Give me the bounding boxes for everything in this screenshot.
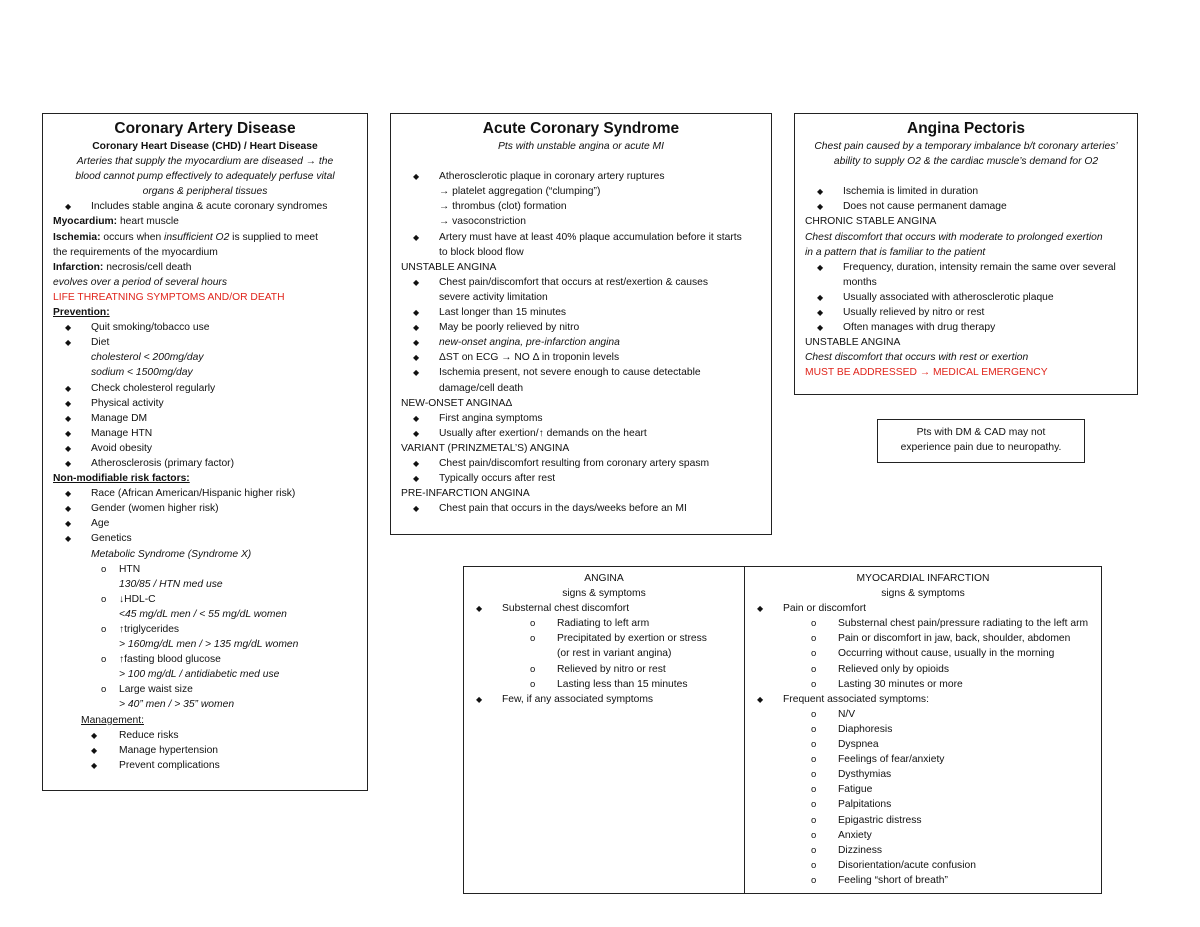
list-item-text: Avoid obesity <box>91 442 153 454</box>
list-item <box>745 752 1101 767</box>
list-item <box>53 320 367 335</box>
list-item-text: Usually associated with atherosclerotic plaque <box>843 291 1054 303</box>
list-item-text: Dizziness <box>838 844 883 856</box>
bullet-icon: o <box>101 624 107 635</box>
list-item-text: Lasting less than 15 minutes <box>557 678 688 690</box>
list-item-text: Few, if any associated symptoms <box>502 693 654 705</box>
list-item-text: > 40” men / > 35” women <box>119 699 235 711</box>
list-item-text: Physical activity <box>91 397 164 409</box>
acs-title: Acute Coronary Syndrome <box>482 120 680 137</box>
list-item-text: (or rest in variant angina) <box>557 648 672 660</box>
bullet-icon: ◆ <box>413 474 420 484</box>
list-item <box>401 335 771 350</box>
list-item-text: Check cholesterol regularly <box>91 382 216 394</box>
definition-text: the requirements of the myocardium <box>53 246 218 258</box>
list-item <box>401 230 771 245</box>
list-item-text: → vasoconstriction <box>439 216 526 228</box>
list-item-text: Metabolic Syndrome (Syndrome X) <box>91 548 252 560</box>
term: Myocardium: <box>53 216 118 228</box>
list-item <box>53 516 367 531</box>
definition-text: occurs when <box>100 231 165 243</box>
list-item <box>464 677 744 692</box>
bullet-icon: ◆ <box>757 604 764 614</box>
bullet-icon: ◆ <box>65 398 72 408</box>
bullet-icon: ◆ <box>65 323 72 333</box>
list-item-text: <45 mg/dL men / < 55 mg/dL women <box>119 608 287 620</box>
bullet-icon: ◆ <box>476 604 483 614</box>
bullet-icon: ◆ <box>817 202 824 212</box>
list-item-text: Pain or discomfort <box>783 603 866 615</box>
bullet-icon: ◆ <box>65 428 72 438</box>
list-item <box>53 622 367 637</box>
section-heading: Non-modifiable risk factors: <box>53 473 190 485</box>
list-item-text: new-onset angina, pre-infarction angina <box>439 337 620 349</box>
bullet-icon: o <box>811 754 817 766</box>
bullet-icon: o <box>811 814 817 826</box>
ap-description: Chest pain caused by a temporary imbalance b/t coronary arteries’ <box>814 141 1118 152</box>
term: Infarction: <box>53 261 104 273</box>
angina-pectoris-box <box>794 113 1138 395</box>
list-item-text: Prevent complications <box>119 759 220 771</box>
list-item-text: Atherosclerosis (primary factor) <box>91 457 235 469</box>
bullet-icon: o <box>811 739 817 751</box>
list-item <box>401 456 771 471</box>
list-item-text: Reduce risks <box>119 729 179 741</box>
list-item-text: Relieved only by opioids <box>838 663 950 675</box>
bullet-icon: o <box>811 784 817 796</box>
bullet-icon: o <box>530 663 536 675</box>
section-heading: PRE-INFARCTION ANGINA <box>401 488 530 500</box>
section-heading: CHRONIC STABLE ANGINA <box>805 216 937 228</box>
definition-text: in a pattern that is familiar to the patient <box>805 246 986 258</box>
bullet-icon: o <box>811 829 817 841</box>
list-item <box>805 199 1137 214</box>
list-item-text: May be poorly relieved by nitro <box>439 322 580 334</box>
bullet-icon: o <box>101 684 107 696</box>
bullet-icon: ◆ <box>757 694 764 704</box>
bullet-icon: o <box>101 563 107 575</box>
list-item-text: HTN <box>119 563 141 575</box>
list-item <box>401 305 771 320</box>
acs-box <box>390 113 772 535</box>
list-item <box>401 350 771 365</box>
cad-description: organs & peripheral tissues <box>142 186 268 198</box>
definition <box>53 230 367 245</box>
list-item <box>745 601 1101 616</box>
note-box <box>877 419 1085 463</box>
bullet-icon: ◆ <box>413 428 420 438</box>
column-header: MYOCARDIAL INFARCTION <box>856 573 990 584</box>
list-item-text: cholesterol < 200mg/day <box>91 352 204 364</box>
list-item-text: > 160mg/dL men / > 135 mg/dL women <box>119 639 299 651</box>
list-item-text: Lasting 30 minutes or more <box>838 678 963 690</box>
list-item <box>745 722 1101 737</box>
bullet-icon: ◆ <box>413 458 420 468</box>
list-item-text: Palpitations <box>838 799 892 811</box>
bullet-icon: ◆ <box>476 694 483 704</box>
list-item <box>53 758 367 773</box>
list-item-text: N/V <box>838 708 856 720</box>
cad-title: Coronary Artery Disease <box>114 120 296 137</box>
comparison-table <box>463 566 1102 894</box>
section-heading: VARIANT (PRINZMETAL’S) ANGINA <box>401 442 570 454</box>
column-subheader: signs & symptoms <box>881 588 965 600</box>
list-item-text: Chest pain that occurs in the days/weeks before an MI <box>439 503 687 515</box>
list-item <box>53 335 367 350</box>
bullet-icon: ◆ <box>413 172 420 182</box>
list-item <box>745 858 1101 873</box>
section-heading: Management: <box>81 714 144 726</box>
list-item <box>745 813 1101 828</box>
bullet-icon: ◆ <box>65 519 72 529</box>
ap-description: ability to supply O2 & the cardiac muscle’s demand for O2 <box>833 156 1099 168</box>
list-item <box>745 873 1101 888</box>
angina-column <box>464 571 744 707</box>
list-item-text: Disorientation/acute confusion <box>838 859 976 871</box>
bullet-icon: ◆ <box>413 308 420 318</box>
bullet-icon: o <box>530 678 536 690</box>
bullet-icon: o <box>530 633 536 645</box>
bullet-icon: o <box>101 593 107 605</box>
list-item <box>401 426 771 441</box>
warning-text: MUST BE ADDRESSED → MEDICAL EMERGENCY <box>805 367 1048 379</box>
bullet-icon: o <box>811 678 817 690</box>
spacer <box>401 154 771 169</box>
list-item-text: ΔST on ECG → NO Δ in troponin levels <box>439 352 620 364</box>
list-item <box>805 320 1137 335</box>
list-item-text: Precipitated by exertion or stress <box>557 633 707 645</box>
definition-text: insufficient O2 <box>164 231 230 243</box>
list-item <box>53 411 367 426</box>
column-subheader: signs & symptoms <box>562 588 646 600</box>
definition-text: heart muscle <box>117 216 179 228</box>
bullet-icon: o <box>101 654 107 666</box>
list-item <box>401 411 771 426</box>
list-item <box>53 743 367 758</box>
bullet-icon: ◆ <box>817 262 824 272</box>
list-item <box>53 486 367 501</box>
list-item-text: ↑fasting blood glucose <box>119 654 221 666</box>
list-item <box>464 662 744 677</box>
list-item <box>53 531 367 546</box>
bullet-icon: o <box>811 859 817 871</box>
list-item-text: Last longer than 15 minutes <box>439 307 567 319</box>
list-item <box>745 662 1101 677</box>
list-item <box>53 652 367 667</box>
list-item-text: Manage hypertension <box>119 744 219 756</box>
bullet-icon: ◆ <box>65 534 72 544</box>
bullet-icon: ◆ <box>65 338 72 348</box>
bullet-icon: ◆ <box>413 338 420 348</box>
list-item <box>745 677 1101 692</box>
list-item-text: ↑triglycerides <box>119 624 180 635</box>
definition <box>53 214 367 229</box>
list-item <box>53 426 367 441</box>
list-item <box>53 396 367 411</box>
section-heading: Prevention: <box>53 307 110 319</box>
list-item-text: months <box>843 276 877 288</box>
bullet-icon: o <box>811 633 817 645</box>
list-item <box>745 692 1101 707</box>
definition-text: necrosis/cell death <box>103 261 192 273</box>
list-item-text: Usually relieved by nitro or rest <box>843 307 985 319</box>
list-item <box>464 631 744 646</box>
list-item-text: Typically occurs after rest <box>439 473 556 485</box>
list-item-text: → platelet aggregation (“clumping”) <box>439 186 601 198</box>
definition-text: evolves over a period of several hours <box>53 276 227 288</box>
bullet-icon: ◆ <box>413 368 420 378</box>
list-item-text: Fatigue <box>838 784 873 796</box>
list-item-text: Frequency, duration, intensity remain the same over several <box>843 261 1116 273</box>
list-item <box>745 797 1101 812</box>
list-item-text: Diaphoresis <box>838 723 893 735</box>
section-heading: UNSTABLE ANGINA <box>401 261 497 273</box>
list-item-text: Race (African American/Hispanic higher risk) <box>91 488 296 500</box>
list-item <box>805 290 1137 305</box>
list-item <box>401 169 771 184</box>
list-item <box>464 616 744 631</box>
bullet-icon: ◆ <box>65 458 72 468</box>
list-item-text: Genetics <box>91 533 132 545</box>
bullet-icon: ◆ <box>413 277 420 287</box>
bullet-icon: ◆ <box>91 760 98 770</box>
column-header: ANGINA <box>584 573 624 584</box>
list-item <box>745 616 1101 631</box>
list-item <box>53 562 367 577</box>
list-item-text: Substernal chest pain/pressure radiating to the left arm <box>838 618 1089 630</box>
list-item-text: Quit smoking/tobacco use <box>91 322 210 334</box>
list-item-text: Chest pain/discomfort that occurs at rest/exertion & causes <box>439 276 708 288</box>
bullet-icon: ◆ <box>65 383 72 393</box>
cad-box <box>42 113 368 791</box>
bullet-icon: ◆ <box>413 353 420 363</box>
bullet-icon: o <box>811 618 817 630</box>
bullet-icon: ◆ <box>413 232 420 242</box>
acs-subtitle: Pts with unstable angina or acute MI <box>498 141 664 152</box>
list-item-text: Radiating to left arm <box>557 618 650 630</box>
list-item-text: Occurring without cause, usually in the morning <box>838 648 1055 660</box>
list-item-text: Anxiety <box>838 829 872 841</box>
list-item <box>745 707 1101 722</box>
bullet-icon: ◆ <box>817 187 824 197</box>
list-item <box>53 592 367 607</box>
list-item <box>464 601 744 616</box>
list-item <box>53 381 367 396</box>
definition-text: Chest discomfort that occurs with moderate to prolonged exertion <box>805 231 1103 243</box>
list-item <box>401 501 771 516</box>
term: Ischemia: <box>53 231 101 243</box>
list-item <box>53 501 367 516</box>
list-item-text: Ischemia present, not severe enough to cause detectable <box>439 367 701 379</box>
list-item <box>745 646 1101 661</box>
list-item-text: Chest pain/discomfort resulting from coronary artery spasm <box>439 457 710 469</box>
list-item-text: Age <box>91 518 110 530</box>
bullet-icon: ◆ <box>413 413 420 423</box>
bullet-icon: ◆ <box>65 489 72 499</box>
list-item-text: Feelings of fear/anxiety <box>838 754 945 766</box>
list-item-text: Epigastric distress <box>838 814 922 826</box>
list-item-text: Feeling “short of breath” <box>838 874 948 886</box>
list-item-text: damage/cell death <box>439 382 524 394</box>
list-item-text: Does not cause permanent damage <box>843 201 1007 213</box>
list-item-text: Dyspnea <box>838 739 879 751</box>
mi-column <box>745 571 1101 888</box>
bullet-icon: ◆ <box>817 308 824 318</box>
list-item-text: Dysthymias <box>838 769 892 781</box>
list-item-text: Atherosclerotic plaque in coronary artery ruptures <box>439 171 665 183</box>
bullet-icon: o <box>530 618 536 630</box>
list-item-text: 130/85 / HTN med use <box>119 578 223 590</box>
list-item-text: Substernal chest discomfort <box>502 603 630 615</box>
list-item-text: Pain or discomfort in jaw, back, shoulder, abdomen <box>838 633 1071 645</box>
list-item <box>745 828 1101 843</box>
spacer <box>805 169 1137 184</box>
cad-description: blood cannot pump effectively to adequately perfuse vital <box>75 171 335 183</box>
bullet-icon: ◆ <box>65 443 72 453</box>
bullet-icon: o <box>811 844 817 856</box>
section-heading: NEW-ONSET ANGINAΔ <box>401 397 513 409</box>
list-item-text: Ischemia is limited in duration <box>843 186 979 198</box>
list-item-text: Artery must have at least 40% plaque accumulation before it starts <box>439 231 742 243</box>
section-heading: UNSTABLE ANGINA <box>805 337 901 349</box>
bullet-icon: o <box>811 648 817 660</box>
note-text: Pts with DM & CAD may not <box>916 427 1046 438</box>
bullet-icon: ◆ <box>413 504 420 514</box>
bullet-icon: o <box>811 799 817 811</box>
list-item-text: Manage DM <box>91 412 148 424</box>
list-item-text: to block blood flow <box>439 246 524 258</box>
list-item-text: Includes stable angina & acute coronary syndromes <box>91 201 328 213</box>
bullet-icon: ◆ <box>817 323 824 333</box>
list-item-text: sodium < 1500mg/day <box>91 367 193 379</box>
bullet-icon: ◆ <box>65 413 72 423</box>
list-item <box>745 782 1101 797</box>
bullet-icon: o <box>811 663 817 675</box>
list-item-text: First angina symptoms <box>439 412 543 424</box>
bullet-icon: o <box>811 874 817 886</box>
list-item <box>745 631 1101 646</box>
definition-text: is supplied to meet <box>229 231 319 243</box>
definition <box>53 260 367 275</box>
list-item-text: Often manages with drug therapy <box>843 322 996 334</box>
list-item-text: Gender (women higher risk) <box>91 503 219 515</box>
list-item <box>805 305 1137 320</box>
list-item-text: Manage HTN <box>91 427 153 439</box>
list-item <box>401 365 771 380</box>
cad-description: Arteries that supply the myocardium are diseased → the <box>76 156 334 168</box>
list-item <box>401 320 771 335</box>
list-item <box>401 275 771 290</box>
bullet-icon: ◆ <box>817 292 824 302</box>
list-item <box>745 767 1101 782</box>
list-item-text: Large waist size <box>119 684 193 696</box>
list-item <box>53 728 367 743</box>
list-item <box>745 843 1101 858</box>
list-item-text: Diet <box>91 337 110 349</box>
bullet-icon: ◆ <box>65 202 72 212</box>
list-item <box>53 199 367 214</box>
list-item <box>464 692 744 707</box>
list-item-text: → thrombus (clot) formation <box>439 201 567 213</box>
list-item-text: Relieved by nitro or rest <box>557 663 666 675</box>
warning-text: LIFE THREATNING SYMPTOMS AND/OR DEATH <box>53 291 285 303</box>
list-item <box>53 441 367 456</box>
note-text: experience pain due to neuropathy. <box>900 442 1062 453</box>
list-item <box>53 682 367 697</box>
ap-title: Angina Pectoris <box>907 120 1025 137</box>
bullet-icon: ◆ <box>91 730 98 740</box>
list-item-text: > 100 mg/dL / antidiabetic med use <box>119 669 280 681</box>
list-item-text: ↓HDL-C <box>119 593 156 605</box>
list-item-text: severe activity limitation <box>439 291 548 303</box>
list-item <box>401 471 771 486</box>
bullet-icon: ◆ <box>91 745 98 755</box>
bullet-icon: ◆ <box>413 323 420 333</box>
bullet-icon: ◆ <box>65 504 72 514</box>
cad-subtitle: Coronary Heart Disease (CHD) / Heart Disease <box>92 141 318 152</box>
bullet-icon: o <box>811 708 817 720</box>
list-item-text: Usually after exertion/↑ demands on the heart <box>439 427 647 439</box>
list-item <box>745 737 1101 752</box>
bullet-icon: o <box>811 769 817 781</box>
definition-text: Chest discomfort that occurs with rest or exertion <box>805 352 1029 364</box>
list-item <box>805 260 1137 275</box>
list-item-text: Frequent associated symptoms: <box>783 693 929 705</box>
list-item <box>53 456 367 471</box>
bullet-icon: o <box>811 723 817 735</box>
list-item <box>805 184 1137 199</box>
